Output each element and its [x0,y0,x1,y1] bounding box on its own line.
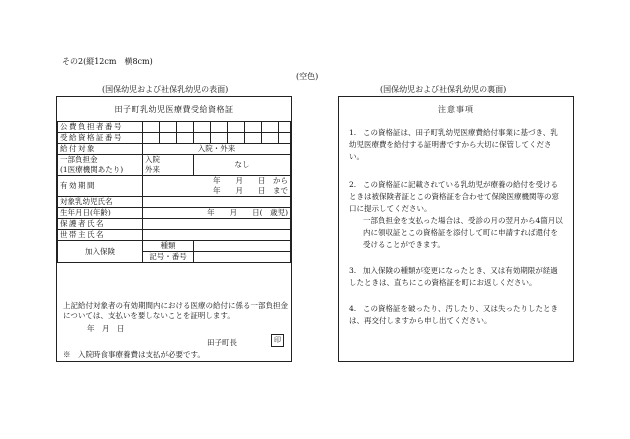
back-card [338,96,574,362]
color-note: (空色) [296,72,319,81]
notice-item-2: 2. この資格証に記載されている乳幼児が療養の給付を受けるときは被保険者証とこの資格証を合わせて保険医療機関等の窓口に提示してください。 一部負担金を支払った場合は、受診の月の翌月から4箇月以内に領収証とこの資格証を添付して町に申請すれば還付を受けることができます。 [349,180,563,249]
seal-mark: 印 [271,334,284,347]
issuer-name: 田子町長 [207,338,237,347]
child-name-label: 対象乳幼児氏名 [58,197,143,208]
guardian-label: 保護者氏名 [58,219,143,230]
guardian-row [58,219,291,230]
child-name-row [58,197,291,208]
back-side-label: (国保幼児および社保乳幼児の裏面) [380,85,507,94]
insurance-label: 加入保険 [58,241,143,263]
insurance-symbol-label: 記号・番号 [143,252,194,263]
notice-title: 注意事項 [438,105,474,114]
benefit-target-row [58,144,291,155]
birth-date-value: 年 月 日( 歳児) [143,208,291,219]
notice-item-1: 1. この資格証は、田子町乳幼児医療費給付事業に基づき、乳幼児医療費を給付する証明書ですから大切に保管してください。 [349,128,558,161]
certificate-table [57,121,291,263]
household-head-label: 世帯主氏名 [58,230,143,241]
notice-item-4: 4. この資格証を破ったり、汚したり、又は失ったりしたときは、再交付しますから申し出てください。 [349,304,558,325]
validity-row [58,176,291,197]
public-payer-label: 公費負担者番号 [58,122,143,133]
footnote: ※ 入院時食事療養費は支払が必要です。 [63,350,205,359]
form-number: その2(縦12cm 横8cm) [62,57,153,66]
birth-date-label: 生年月日(年齢) [58,208,143,219]
benefit-target-label: 給付対象 [58,144,143,155]
copay-label: 一部負担金 (1医療機関あたり) [58,155,143,176]
certification-date: 年 月 日 [87,324,125,333]
birth-date-row [58,208,291,219]
public-payer-row [58,122,291,133]
front-card [56,96,292,362]
front-side-label: (国保幼児および社保乳幼児の表面) [102,85,229,94]
beneficiary-label: 受給資格証番号 [58,133,143,144]
insurance-type-label: 種類 [143,241,194,252]
certificate-title: 田子町乳幼児医療費受給資格証 [114,105,234,114]
benefit-target-value: 入院・外来 [143,144,291,155]
validity-label: 有効期間 [58,176,143,197]
beneficiary-row [58,133,291,144]
insurance-type-row [58,241,291,252]
certification-text: 上記給付対象者の有効期間内における医療の給付に係る一部負担金については、支払いを要しないことを証明します。 [63,301,288,320]
copay-row [58,155,291,176]
copay-value: なし [194,155,291,176]
household-head-row [58,230,291,241]
notice-item-3: 3. 加入保険の種類が変更になったとき、又は有効期限が経過したときは、直ちにこの資格証を町にお返しください。 [349,266,558,287]
copay-type: 入院 外来 [143,155,194,176]
validity-value: 年 月 日 から 年 月 日 まで [143,176,291,197]
